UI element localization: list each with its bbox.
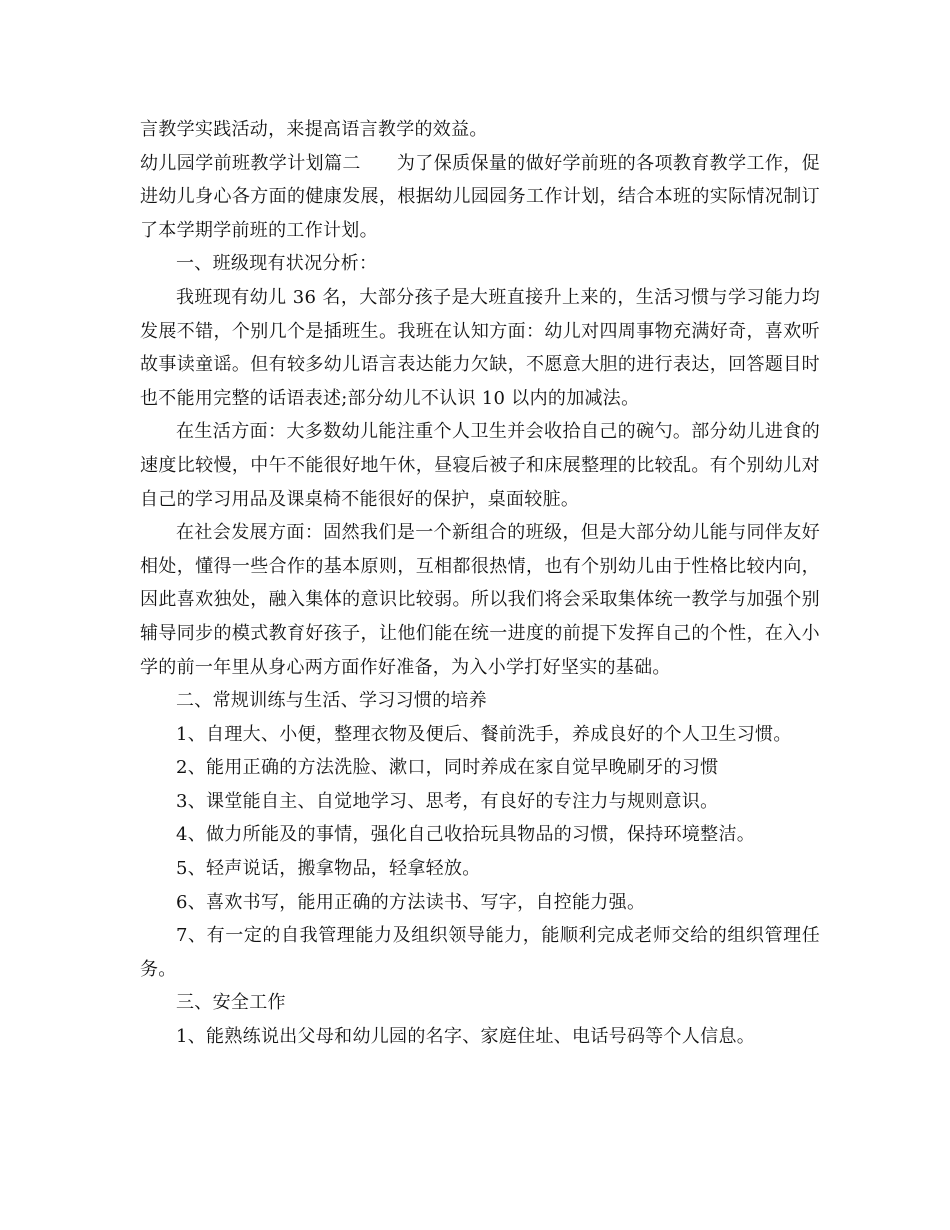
heading-safety: 三、安全工作 (176, 992, 286, 1014)
paragraph-continuation: 言教学实践活动，来提高语言教学的效益。 (140, 119, 488, 140)
list-item: 4、做力所能及的事情，强化自己收拾玩具物品的习惯，保持环境整洁。 (176, 824, 756, 846)
list-item: 2、能用正确的方法洗脸、漱口，同时养成在家自觉早晚刷牙的习惯 (176, 757, 719, 779)
list-item: 1、自理大、小便，整理衣物及便后、餐前洗手，养成良好的个人卫生习惯。 (176, 723, 792, 745)
list-item: 5、轻声说话，搬拿物品，轻拿轻放。 (176, 858, 481, 880)
paragraph-intro (140, 147, 820, 248)
section-title: 幼儿园学前班教学计划篇二 (140, 152, 361, 174)
heading-routine-training: 二、常规训练与生活、学习习惯的培养 (176, 690, 488, 712)
list-item: 6、喜欢书写，能用正确的方法读书、写字，自控能力强。 (176, 891, 646, 913)
paragraph-life-aspect: 在生活方面：大多数幼儿能注重个人卫生并会收拾自己的碗勺。部分幼儿进食的速度比较慢，中午不能很好地午休，昼寝后被子和床展整理的比较乱。有个别幼儿对自己的学习用品及课桌椅不能很好的保护，桌面较脏。 (140, 421, 820, 510)
heading-class-status: 一、班级现有状况分析： (176, 253, 378, 275)
document-body (140, 113, 820, 1054)
list-item: 1、能熟练说出父母和幼儿园的名字、家庭住址、电话号码等个人信息。 (176, 1026, 756, 1048)
intro-text: 为了保质保量的做好学前班的各项教育教学工作，促进幼儿身心各方面的健康发展，根据幼儿园园务工作计划，结合本班的实际情况制订了本学期学前班的工作计划。 (140, 152, 820, 241)
paragraph-social-aspect: 在社会发展方面：固然我们是一个新组合的班级，但是大部分幼儿能与同伴友好相处，懂得一些合作的基本原则，互相都很热情，也有个别幼儿由于性格比较内向，因此喜欢独处，融入集体的意识比较弱。所以我们将会采取集体统一教学与加强个别辅导同步的模式教育好孩子，让他们能在统一进度的前提下发挥自己的个性，在入小学的前一年里从身心两方面作好准备，为入小学打好坚实的基础。 (140, 522, 820, 678)
list-item: 3、课堂能自主、自觉地学习、思考，有良好的专注力与规则意识。 (176, 790, 719, 812)
list-item: 7、有一定的自我管理能力及组织领导能力，能顺利完成老师交给的组织管理任务。 (140, 925, 820, 980)
paragraph-class-overview: 我班现有幼儿 36 名，大部分孩子是大班直接升上来的，生活习惯与学习能力均发展不错，个别几个是插班生。我班在认知方面：幼儿对四周事物充满好奇，喜欢听故事读童谣。但有较多幼儿语言表达能力欠缺，不愿意大胆的进行表达，回答题目时也不能用完整的话语表述;部分幼儿不认识 10 以内的加减法。 (140, 286, 820, 409)
